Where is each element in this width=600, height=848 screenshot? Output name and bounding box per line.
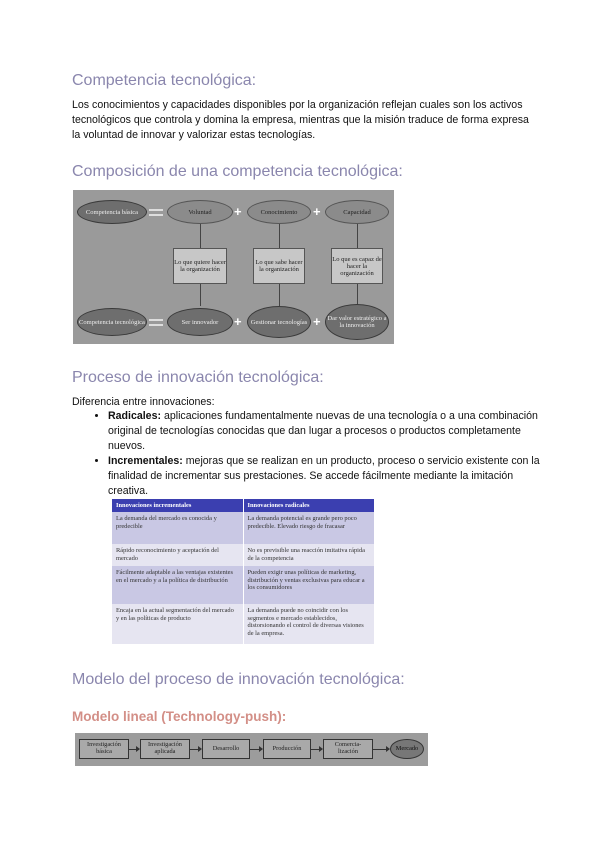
plus-sign: +: [234, 204, 242, 219]
step-produccion: Producción: [263, 739, 311, 759]
node-dar-valor-estrategico: Dar valor estratégico a la innovación: [325, 304, 389, 340]
plus-sign: +: [234, 314, 242, 329]
composition-diagram: [73, 190, 394, 344]
linear-model-diagram: [75, 733, 428, 766]
node-capacidad: Capacidad: [325, 200, 389, 224]
step-investigacion-aplicada: Investigación aplicada: [140, 739, 190, 759]
table-cell: Rápido reconocimiento y aceptación del mercado: [112, 544, 243, 566]
term-radicales: Radicales:: [108, 410, 161, 422]
table-cell: La demanda puede no coincidir con los segmentos e mercado establecidos, distorsionando el control de diversas visiones de la empresa.: [243, 604, 374, 644]
connector-line: [357, 224, 358, 248]
box-lo-que-quiere: Lo que quiere hacer la organización: [173, 248, 227, 284]
table-cell: Pueden exigir unas políticas de marketing, distribución y ventas exclusivas para educar a los consumidores: [243, 566, 374, 604]
node-voluntad: Voluntad: [167, 200, 233, 224]
table-cell: No es previsible una reacción imitativa rápida de la competencia: [243, 544, 374, 566]
table-row: [112, 512, 374, 544]
box-lo-que-sabe: Lo que sabe hacer la organización: [253, 248, 305, 284]
column-header: Innovaciones radicales: [243, 499, 374, 512]
step-comercializacion: Comercia- lización: [323, 739, 373, 759]
heading-composicion: Composición de una competencia tecnológica:: [72, 163, 403, 180]
table-cell: La demanda potencial es grande pero poco predecible. Elevado riesgo de fracasar: [243, 512, 374, 544]
step-investigacion-basica: Investigación básica: [79, 739, 129, 759]
equals-sign: [149, 209, 163, 216]
innovation-types-list: [90, 409, 548, 499]
plus-sign: +: [313, 204, 321, 219]
node-competencia-tecnologica: Competencia tecnológica: [77, 308, 147, 336]
node-conocimiento: Conocimiento: [247, 200, 311, 224]
table-row: [112, 566, 374, 604]
node-gestionar-tecnologias: Gestionar tecnologías: [247, 306, 311, 338]
connector-line: [357, 284, 358, 306]
innovations-table: [112, 499, 374, 644]
heading-modelo: Modelo del proceso de innovación tecnológica:: [72, 671, 405, 688]
table-cell: Encaja en la actual segmentación del mercado y en las políticas de producto: [112, 604, 243, 644]
equals-sign: [149, 319, 163, 326]
plus-sign: +: [313, 314, 321, 329]
definition-radicales: aplicaciones fundamentalmente nuevas de una tecnología o a una combinación original de tecnologías conocidas que dan lugar a procesos o productos completamente nuevos.: [108, 410, 538, 452]
arrow-right-icon: [373, 749, 389, 750]
node-ser-innovador: Ser innovador: [167, 308, 233, 336]
paragraph-competencia: Los conocimientos y capacidades disponibles por la organización reflejan cuales son los activos tecnológicos que controla y domina la empresa, mientras que la misión traduce de forma expresa la voluntad de innovar y valorizar estas tecnologías.: [72, 99, 529, 141]
definition-incrementales: mejoras que se realizan en un producto, proceso o servicio existente con la finalidad de incrementar sus prestaciones. Se accede fácilmente mediante la imitación creativa.: [108, 455, 540, 497]
arrow-right-icon: [250, 749, 262, 750]
arrow-right-icon: [311, 749, 322, 750]
list-item: [108, 409, 548, 454]
table-row: [112, 544, 374, 566]
step-desarrollo: Desarrollo: [202, 739, 250, 759]
connector-line: [200, 224, 201, 248]
connector-line: [279, 224, 280, 248]
node-competencia-basica: Competencia básica: [77, 200, 147, 224]
column-header: Innovaciones incrementales: [112, 499, 243, 512]
step-mercado: Mercado: [390, 739, 424, 759]
heading-proceso: Proceso de innovación tecnológica:: [72, 369, 324, 386]
table-row: [112, 604, 374, 644]
table-cell: Fácilmente adaptable a las ventajas existentes en el mercado y a la política de distribución: [112, 566, 243, 604]
arrow-right-icon: [190, 749, 201, 750]
box-lo-que-es-capaz: Lo que es capaz de hacer la organización: [331, 248, 383, 284]
arrow-right-icon: [129, 749, 139, 750]
table-cell: La demanda del mercado es conocida y predecible: [112, 512, 243, 544]
list-item: [108, 454, 548, 499]
paragraph-intro: Diferencia entre innovaciones:: [72, 396, 215, 408]
connector-line: [279, 284, 280, 306]
subheading-modelo-lineal: Modelo lineal (Technology-push):: [72, 709, 287, 724]
term-incrementales: Incrementales:: [108, 455, 183, 467]
table-header-row: [112, 499, 374, 512]
heading-competencia: Competencia tecnológica:: [72, 72, 257, 89]
connector-line: [200, 284, 201, 306]
